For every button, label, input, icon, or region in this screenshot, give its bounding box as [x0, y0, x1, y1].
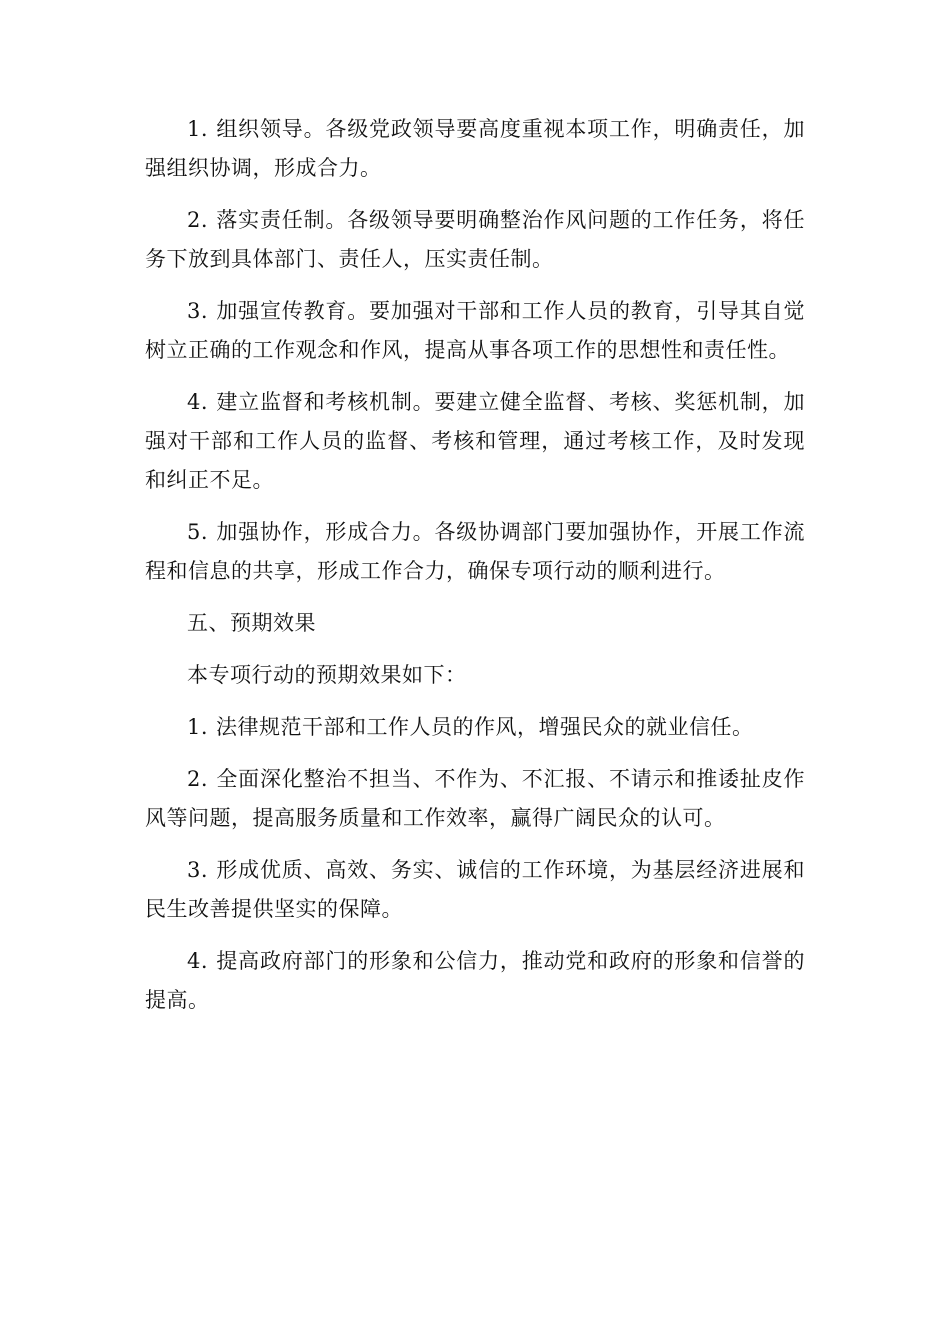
paragraph-number: 5. [187, 520, 209, 544]
paragraph-text: 全面深化整治不担当、不作为、不汇报、不请示和推诿扯皮作风等问题，提高服务质量和工作效率，赢得广阔民众的认可。 [145, 767, 805, 830]
paragraph-number: 4. [187, 949, 209, 973]
paragraph-text: 落实责任制。各级领导要明确整治作风问题的工作任务，将任务下放到具体部门、责任人，压实责任制。 [145, 208, 805, 271]
paragraph-text: 法律规范干部和工作人员的作风，增强民众的就业信任。 [216, 715, 754, 739]
paragraph-number: 4. [187, 390, 209, 414]
paragraph [145, 383, 805, 500]
paragraph-text: 加强协作，形成合力。各级协调部门要加强协作，开展工作流程和信息的共享，形成工作合力，确保专项行动的顺利进行。 [145, 520, 805, 583]
paragraph-text: 建立监督和考核机制。要建立健全监督、考核、奖惩机制，加强对干部和工作人员的监督、考核和管理，通过考核工作，及时发现和纠正不足。 [145, 390, 805, 492]
paragraph [145, 110, 805, 188]
section-heading-text: 五、预期效果 [187, 611, 316, 635]
paragraph-text: 组织领导。各级党政领导要高度重视本项工作，明确责任，加强组织协调，形成合力。 [145, 117, 805, 180]
paragraph-number: 2. [187, 208, 209, 232]
paragraph [145, 942, 805, 1020]
paragraph-text: 加强宣传教育。要加强对干部和工作人员的教育，引导其自觉树立正确的工作观念和作风，提高从事各项工作的思想性和责任性。 [145, 299, 805, 362]
paragraph [145, 851, 805, 929]
paragraph [145, 708, 805, 747]
paragraph-number: 1. [187, 715, 209, 739]
paragraph [145, 513, 805, 591]
paragraph-number: 1. [187, 117, 209, 141]
paragraph [145, 760, 805, 838]
paragraph [145, 292, 805, 370]
document-body [145, 110, 805, 1033]
paragraph-number: 2. [187, 767, 209, 791]
paragraph-number: 3. [187, 299, 209, 323]
paragraph [145, 201, 805, 279]
intro-paragraph [145, 656, 805, 695]
paragraph-number: 3. [187, 858, 209, 882]
paragraph-text: 本专项行动的预期效果如下： [187, 663, 467, 687]
section-heading [145, 604, 805, 643]
paragraph-text: 提高政府部门的形象和公信力，推动党和政府的形象和信誉的提高。 [145, 949, 805, 1012]
paragraph-text: 形成优质、高效、务实、诚信的工作环境，为基层经济进展和民生改善提供坚实的保障。 [145, 858, 805, 921]
